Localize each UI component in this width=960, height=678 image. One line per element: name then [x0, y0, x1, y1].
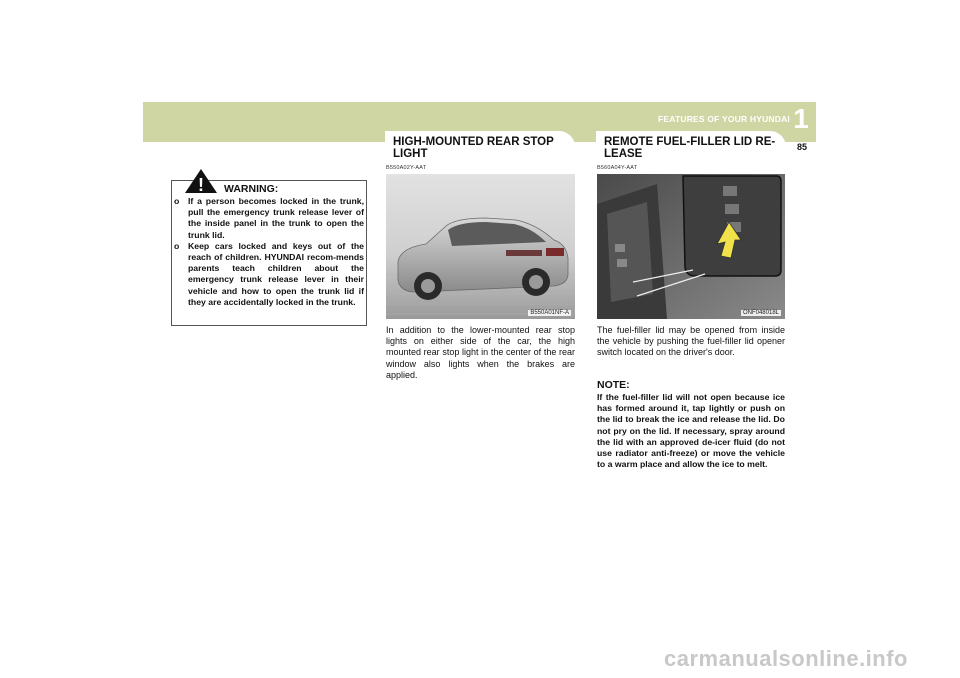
warning-item-text: Keep cars locked and keys out of the reach of children. HYUNDAI recom-mends parents teach children about the emergency trunk release lever in their vehicle and how to open the trunk lid if they are accidentally locked in the trunk.: [188, 240, 364, 307]
exclamation-triangle-icon: [184, 168, 218, 194]
door-switch-photo: [597, 174, 785, 319]
section-code: B550A02Y-AAT: [386, 165, 427, 171]
section-heading-fuel-filler: REMOTE FUEL-FILLER LID RE-LEASE: [596, 131, 786, 165]
page-number: 85: [796, 142, 807, 152]
warning-item-text: If a person becomes locked in the trunk, pull the emergency trunk release lever of the inside panel in the trunk to open the trunk lid.: [188, 196, 364, 240]
door-illustration: [597, 174, 785, 319]
chapter-title: FEATURES OF YOUR HYUNDAI: [658, 114, 790, 124]
watermark-text: carmanualsonline.info: [664, 646, 908, 671]
footer-watermark: [0, 646, 960, 672]
section-body-stop-light: In addition to the lower-mounted rear stop lights on either side of the car, the high mounted rear stop light in the center of the rear window also lights when the brakes are applied.: [386, 325, 575, 380]
car-illustration: [386, 174, 575, 319]
section-body-fuel-filler: The fuel-filler lid may be opened from inside the vehicle by pushing the fuel-filler lid opener switch located on the driver's door.: [597, 325, 785, 358]
warning-item: [174, 241, 364, 308]
section-code: B560A04Y-AAT: [597, 165, 638, 171]
car-rear-photo: [386, 174, 575, 319]
warning-bullet: o: [174, 240, 180, 251]
warning-bullet: o: [174, 196, 180, 206]
note-title: NOTE:: [597, 379, 630, 391]
warning-item: [174, 196, 364, 241]
warning-icon-glyph: !: [198, 175, 204, 194]
figure-label: B550A01NF-A: [530, 310, 569, 316]
warning-title: WARNING:: [224, 183, 279, 195]
warning-list: [174, 196, 364, 308]
figure-label: ONF048018L: [742, 310, 779, 316]
chapter-number: 1: [793, 103, 809, 134]
note-text: If the fuel-filler lid will not open because ice has formed around it, tap lightly or push on the lid to break the ice and release the lid. Do not pry on the lid. If necessary, spray around the lid with an approved de-icer fluid (do not use radiator anti-freeze) or move the vehicle to a warm place and allow the ice to melt.: [597, 392, 785, 470]
section-heading-stop-light: HIGH-MOUNTED REAR STOP LIGHT: [385, 131, 575, 165]
